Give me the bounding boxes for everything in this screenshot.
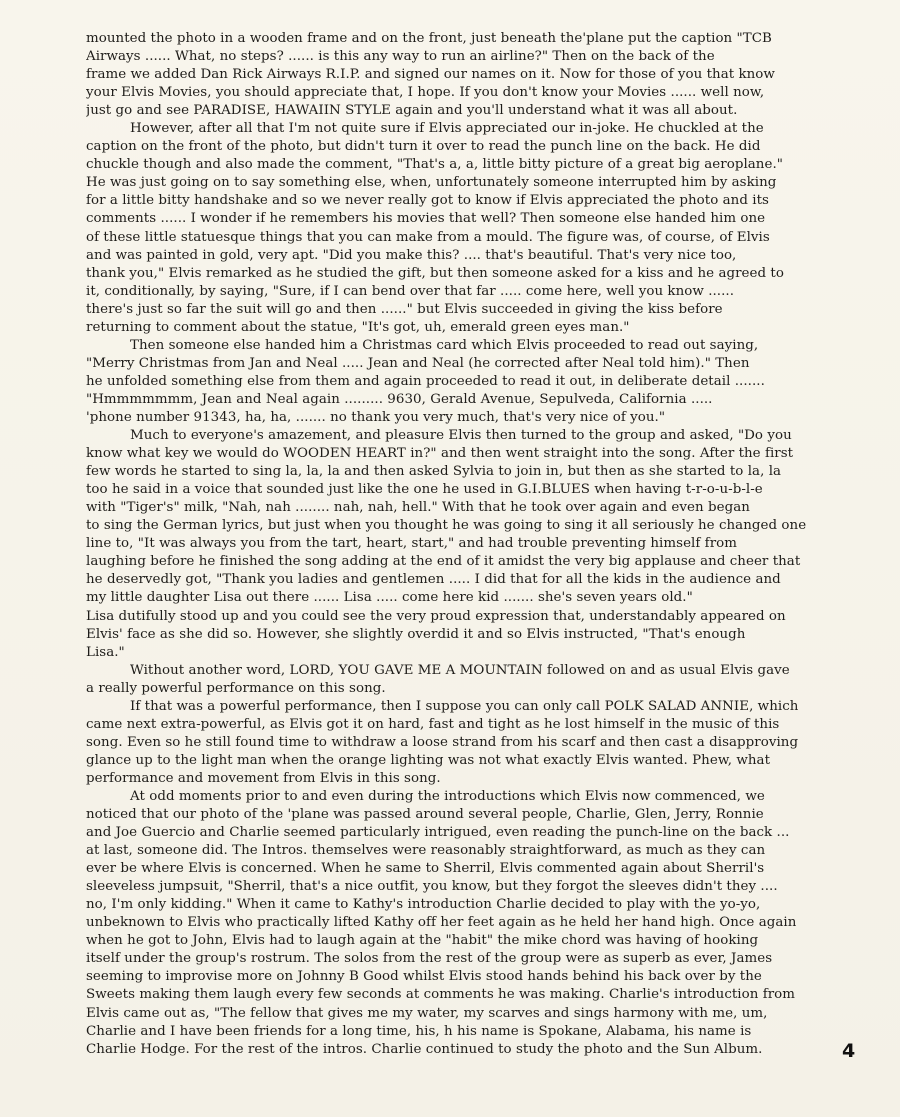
- text-line: and Joe Guercio and Charlie seemed particularly intrigued, even reading the punch-line on the back ...: [86, 825, 790, 841]
- text-line: my little daughter Lisa out there ...... Lisa ..... come here kid ....... she's seven years old.": [86, 590, 693, 606]
- text-line: caption on the front of the photo, but didn't turn it over to read the punch line on the back. He did: [86, 139, 761, 155]
- text-line: for a little bitty handshake and so we never really got to know if Elvis appreciated the photo and its: [86, 193, 769, 209]
- text-line: glance up to the light man when the orange lighting was not what exactly Elvis wanted. Phew, what: [86, 752, 771, 768]
- article-body: [86, 30, 831, 1059]
- text-line: and was painted in gold, very apt. "Did you make this? .... that's beautiful. That's very nice too,: [86, 247, 737, 263]
- text-line: "Hmmmmmmm, Jean and Neal again ......... 9630, Gerald Avenue, Sepulveda, California .....: [86, 391, 713, 407]
- text-line: performance and movement from Elvis in this song.: [86, 770, 441, 786]
- text-line: Charlie Hodge. For the rest of the intros. Charlie continued to study the photo and the Sun Album.: [86, 1041, 763, 1057]
- text-line: Much to everyone's amazement, and pleasure Elvis then turned to the group and asked, "Do you: [130, 428, 792, 444]
- text-line: he unfolded something else from them and again proceeded to read it out, in deliberate detail .......: [86, 373, 765, 389]
- text-line: chuckle though and also made the comment, "That's a, a, little bitty picture of a great big aeroplane.": [86, 157, 783, 173]
- text-line: song. Even so he still found time to withdraw a loose strand from his scarf and then cast a disapproving: [86, 734, 799, 750]
- text-line: noticed that our photo of the 'plane was passed around several people, Charlie, Glen, Jerry, Ronnie: [86, 807, 764, 823]
- text-line: returning to comment about the statue, "It's got, uh, emerald green eyes man.": [86, 319, 630, 335]
- text-line: at last, someone did. The Intros. themselves were reasonably straightforward, as much as they can: [86, 843, 766, 859]
- text-line: of these little statuesque things that you can make from a mould. The figure was, of course, of Elvis: [86, 229, 770, 245]
- text-line: comments ...... I wonder if he remembers his movies that well? Then someone else handed him one: [86, 211, 766, 227]
- text-line: laughing before he finished the song adding at the end of it amidst the very big applause and cheer that: [86, 554, 801, 570]
- text-line: came next extra-powerful, as Elvis got it on hard, fast and tight as he lost himself in the music of this: [86, 716, 780, 732]
- text-line: Elvis' face as she did so. However, she slightly overdid it and so Elvis instructed, "That's enough: [86, 626, 746, 642]
- text-line: ever be where Elvis is concerned. When he same to Sherril, Elvis commented again about Sherril's: [86, 861, 765, 877]
- text-line: Lisa.": [86, 644, 125, 660]
- text-line: If that was a powerful performance, then I suppose you can only call POLK SALAD ANNIE, which: [130, 698, 799, 714]
- text-line: Then someone else handed him a Christmas card which Elvis proceeded to read out saying,: [130, 337, 759, 353]
- text-line: there's just so far the suit will go and then ......" but Elvis succeeded in giving the kiss before: [86, 301, 723, 317]
- text-line: Lisa dutifully stood up and you could see the very proud expression that, understandably appeared on: [86, 608, 786, 624]
- text-line: too he said in a voice that sounded just like the one he used in G.I.BLUES when having t-r-o-u-b-l-e: [86, 482, 763, 498]
- text-line: to sing the German lyrics, but just when you thought he was going to sing it all seriously he changed one: [86, 518, 807, 534]
- text-line: no, I'm only kidding." When it came to Kathy's introduction Charlie decided to play with the yo-yo,: [86, 897, 761, 913]
- text-line: Airways ...... What, no steps? ...... is this any way to run an airline?" Then on the back of the: [86, 49, 715, 65]
- text-line: Without another word, LORD, YOU GAVE ME A MOUNTAIN followed on and as usual Elvis gave: [130, 662, 790, 678]
- text-line: it, conditionally, by saying, "Sure, if I can bend over that far ..... come here, well you know ......: [86, 283, 735, 299]
- text-line: know what key we would do WOODEN HEART in?" and then went straight into the song. After the first: [86, 446, 794, 462]
- text-line: 'phone number 91343, ha, ha, ....... no thank you very much, that's very nice of you.": [86, 409, 666, 425]
- text-line: However, after all that I'm not quite sure if Elvis appreciated our in-joke. He chuckled at the: [130, 121, 764, 137]
- text-line: your Elvis Movies, you should appreciate that, I hope. If you don't know your Movies ...... well now,: [86, 85, 765, 101]
- text-line: Sweets making them laugh every few seconds at comments he was making. Charlie's introduction from: [86, 987, 796, 1003]
- text-line: he deservedly got, "Thank you ladies and gentlemen ..... I did that for all the kids in the audience and: [86, 572, 781, 588]
- text-line: itself under the group's rostrum. The solos from the rest of the group were as superb as ever, James: [86, 951, 773, 967]
- text-line: He was just going on to say something else, when, unfortunately someone interrupted him by asking: [86, 175, 777, 191]
- text-line: just go and see PARADISE, HAWAIIN STYLE again and you'll understand what it was all about.: [86, 103, 738, 119]
- text-line: few words he started to sing la, la, la and then asked Sylvia to join in, but then as she started to la, la: [86, 464, 782, 480]
- page-number: 4: [842, 1040, 856, 1062]
- text-line: thank you," Elvis remarked as he studied the gift, but then someone asked for a kiss and he agreed to: [86, 265, 784, 281]
- text-line: Charlie and I have been friends for a long time, his, h his name is Spokane, Alabama, his name is: [86, 1023, 752, 1039]
- text-line: when he got to John, Elvis had to laugh again at the "habit" the mike chord was having of hooking: [86, 933, 759, 949]
- text-line: sleeveless jumpsuit, "Sherril, that's a nice outfit, you know, but they forgot the sleeves didn't they ....: [86, 879, 778, 895]
- text-line: seeming to improvise more on Johnny B Good whilst Elvis stood hands behind his back over by the: [86, 969, 762, 985]
- text-line: mounted the photo in a wooden frame and on the front, just beneath the'plane put the caption "TCB: [86, 31, 772, 46]
- text-line: with "Tiger's" milk, "Nah, nah ........ nah, nah, hell." With that he took over again and even began: [86, 500, 750, 516]
- text-line: line to, "It was always you from the tart, heart, start," and had trouble preventing himself from: [86, 536, 737, 552]
- text-line: At odd moments prior to and even during the introductions which Elvis now commenced, we: [130, 788, 765, 804]
- text-line: frame we added Dan Rick Airways R.I.P. and signed our names on it. Now for those of you that know: [86, 67, 775, 83]
- text-line: unbeknown to Elvis who practically lifted Kathy off her feet again as he held her hand high. Once again: [86, 915, 797, 931]
- text-line: Elvis came out as, "The fellow that gives me my water, my scarves and sings harmony with me, um,: [86, 1005, 768, 1021]
- text-line: a really powerful performance on this song.: [86, 680, 386, 696]
- text-line: "Merry Christmas from Jan and Neal ..... Jean and Neal (he corrected after Neal told him)." Then: [86, 355, 750, 371]
